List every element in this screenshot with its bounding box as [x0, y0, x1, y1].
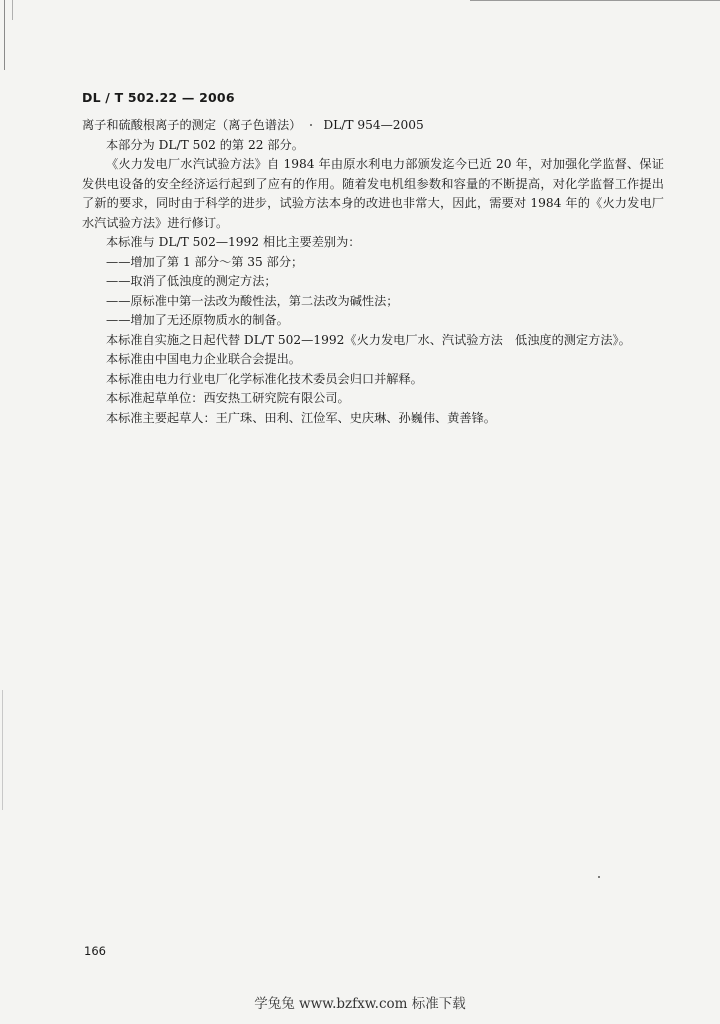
history-paragraph: 《火力发电厂水汽试验方法》自 1984 年由原水利电力部颁发迄今已近 20 年，对加强化学监督、保证发供电设备的安全经济运行起到了应有的作用。随着发电机组参数和容量的不断提高，对化学监督工作提出了新的要求，同时由于科学的进步，试验方法本身的改进也非常大，因此，需要对 1984 年的《火力发电厂水汽试验方法》进行修订。: [82, 157, 664, 230]
replaces-statement: 本标准自实施之日起代替 DL/T 502—1992《火力发电厂水、汽试验方法 低浊度的测定方法》。: [106, 332, 631, 347]
reference-standard-line: [82, 116, 664, 136]
scan-edge-left-secondary: [12, 0, 13, 20]
reference-title: 离子和硫酸根离子的测定（离子色谱法）: [82, 118, 302, 132]
differences-intro: 本标准与 DL/T 502—1992 相比主要差别为：: [106, 235, 361, 249]
document-body: [82, 116, 664, 428]
scan-speck: [598, 876, 600, 878]
reference-code: DL/T 954—2005: [323, 118, 424, 132]
difference-item: ——增加了第 1 部分～第 35 部分；: [106, 254, 304, 269]
difference-item: ——增加了无还原物质水的制备。: [106, 313, 289, 327]
proposed-by-statement: 本标准由中国电力企业联合会提出。: [106, 352, 301, 366]
scan-speck: [310, 124, 312, 126]
interpreted-by-statement: 本标准由电力行业电厂化学标准化技术委员会归口并解释。: [106, 371, 423, 386]
part-statement: 本部分为 DL/T 502 的第 22 部分。: [106, 137, 304, 152]
drafters-statement: 本标准主要起草人：王广珠、田利、江俭军、史庆琳、孙巍伟、黄善锋。: [106, 410, 496, 425]
scan-edge-left: [4, 0, 5, 70]
standard-code-header: DL / T 502.22 — 2006: [82, 90, 235, 105]
difference-item: ——取消了低浊度的测定方法；: [106, 274, 277, 288]
page-number: 166: [84, 944, 106, 958]
site-watermark: 学兔兔 www.bzfxw.com 标准下载: [254, 996, 466, 1012]
scan-edge-left-lower: [2, 690, 3, 810]
difference-item: ——原标准中第一法改为酸性法，第二法改为碱性法；: [106, 293, 399, 308]
drafting-unit-statement: 本标准起草单位：西安热工研究院有限公司。: [106, 391, 350, 405]
scan-edge-top: [470, 0, 720, 5]
